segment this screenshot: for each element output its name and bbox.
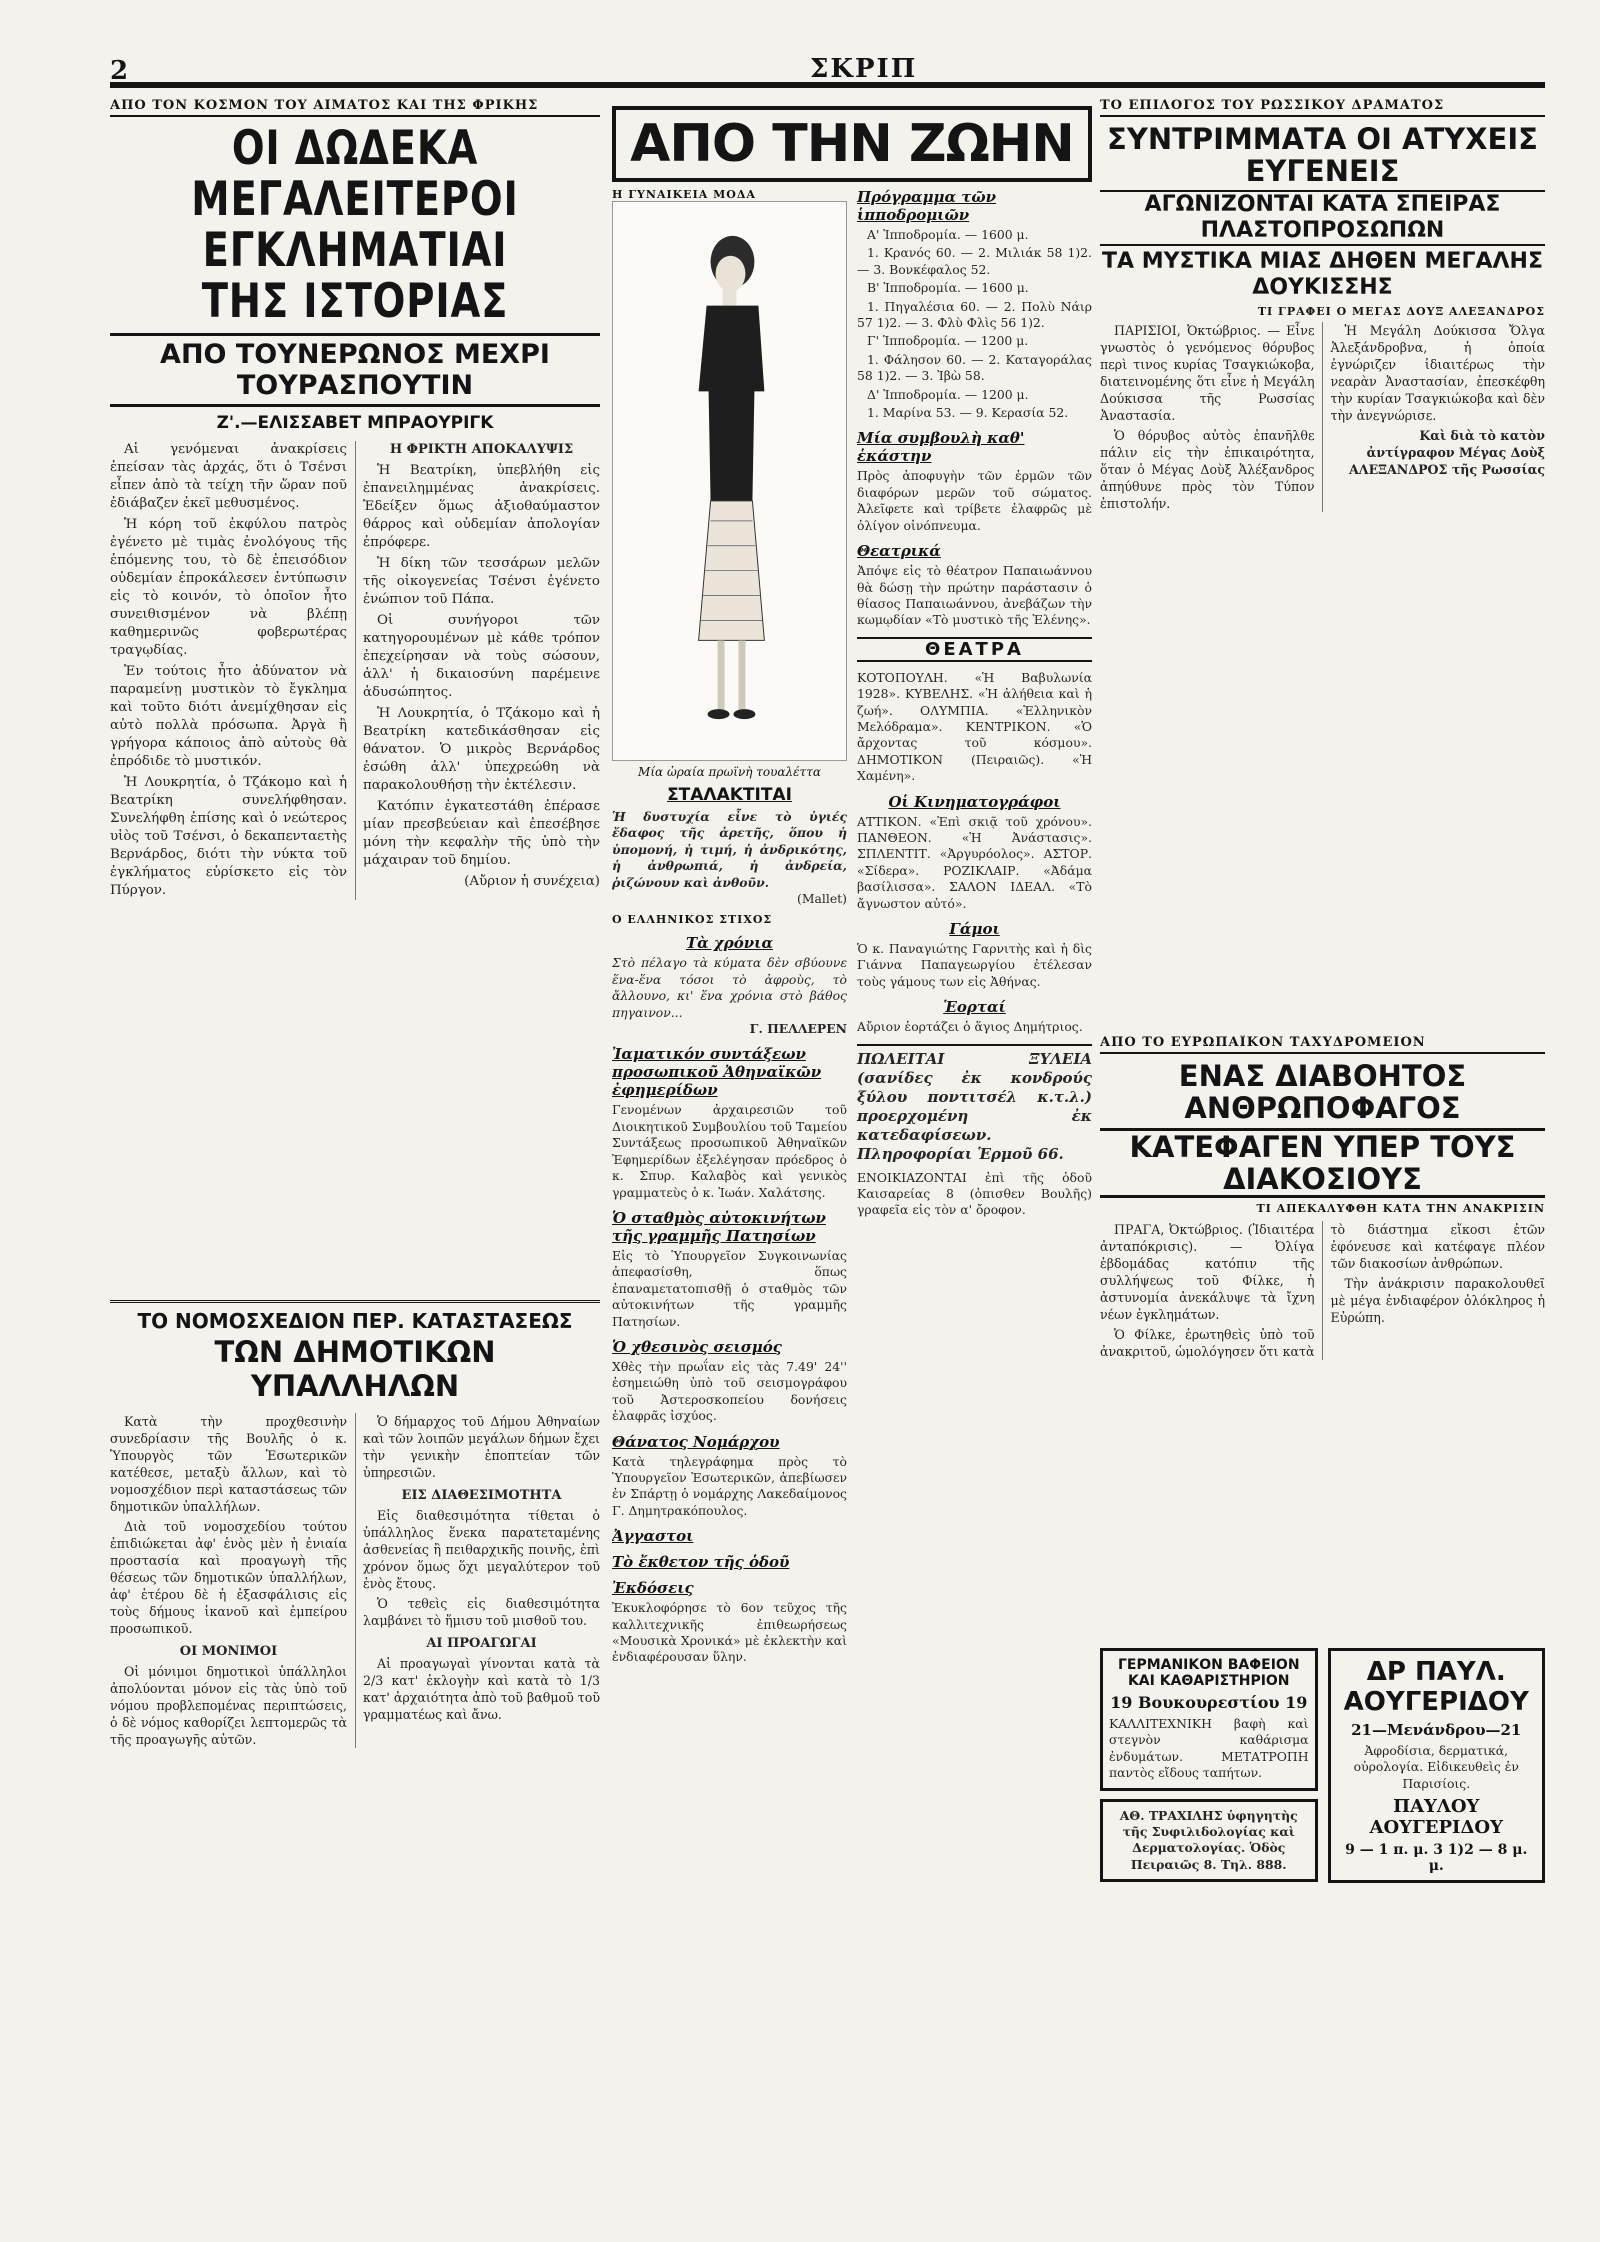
ads-left [1100,1640,1318,1883]
right-kicker: ΤΟ ΕΠΙΛΟΓΟΣ ΤΟΥ ΡΩΣΣΙΚΟΥ ΔΡΑΜΑΤΟΣ [1100,98,1545,117]
left-para: Κατόπιν ἐγκατεστάθη ἐπέρασε μίαν πρεσβεύειαν καὶ ἐπεσέβησε μόνη τὴν κεφαλὴν τῆς ὑπὸ τὴν μάχαιραν τοῦ δημίου. [363,799,600,868]
weddings-text: Ὁ κ. Παναγιώτης Γαρνιτὴς καὶ ἡ δὶς Γιάννα Παπαγεωργίου ἐτέλεσαν τοὺς γάμους των εἰς Ἀθήνας. [857,941,1092,989]
death-heading: Θάνατος Νομάρχου [612,1432,780,1451]
quote-author: (Mallet) [797,891,847,907]
right-article [1100,98,1545,1028]
left-para: Οἱ συνήγοροι τῶν κατηγορουμένων μὲ κάθε τρόπον ἐπεχείρησαν νὰ τοὺς σώσουν, ἀλλ' ἡ δικαιοσύνη παρέμεινε ἀδυσώπητος. [363,613,600,700]
pension-heading: Ἰαματικόν συντάξεων προσωπικοῦ Ἀθηναϊκῶν ἐφημερίδων [612,1045,822,1100]
cinema-list: ΑΤΤΙΚΟΝ. «Ἐπὶ σκιᾷ τοῦ χρόνου». ΠΑΝΘΕΟΝ. «Ἡ Ἀνάστασις». ΣΠΛΕΝΤΙΤ. «Ἀργυρόολος». ΑΣΤΟΡ. «Σίδερα». ΡΟΖΙΚΛΑΙΡ. «Ἀδάμα βασίλισσα». ΣΑΛΟΝ ΙΔΕΑΛ. «Τὸ ἄγνωστον αὐτό». [857,813,1092,911]
center-left [612,188,847,1666]
left-subheading: Η ΦΡΙΚΤΗ ΑΠΟΚΑΛΥΨΙΣ [389,442,574,457]
left-para: Ἡ Λουκρητία, ὁ Τζάκομο καὶ ἡ Βεατρίκη κατεδικάσθησαν εἰς θάνατον. Ὁ μικρὸς Βερνάρδος ἐσώθη ἀλλ' ὑπεχρεώθη νὰ παρακολουθήσῃ τὴν ἐκτέλεσιν. [363,706,600,793]
right-headline-1: ΣΥΝΤΡΙΜΜΑΤΑ ΟΙ ΑΤΥΧΕΙΣ ΕΥΓΕΝΕΙΣ [1107,122,1538,188]
cannibal-para: ΠΡΑΓΑ, Ὀκτώβριος. (Ἰδιαιτέρα ἀνταπόκρισις). — Ὀλίγα ἐβδομάδας κατόπιν τῆς συλλήψεως τοῦ Φίλκε, ἡ ἀστυνομία ἀνεκάλυψε τὰ ἴχνη νέων ἐγκλημάτων. [1100,1222,1315,1322]
masthead [110,54,1545,88]
advice-text: Πρὸς ἀποφυγὴν τῶν ἐρμῶν τῶν διαφόρων μερῶν τοῦ σώματος. Ἀλεῖφετε καὶ τρίβετε ἐλαφρῶς μὲ ὀλίγον οἰνόπνευμα. [857,468,1092,533]
left-para: Αἱ γενόμεναι ἀνακρίσεις ἐπείσαν τὰς ἀρχάς, ὅτι ὁ Τσένσι εἶπεν ἀπὸ τὰ τείχη τῆν ὥραν ποῦ ἐδιάβαζεν ἐκεῖ μεθυσμένος. [110,442,347,511]
cinema-heading: Οἱ Κινηματογράφοι [888,792,1061,811]
pension-text: Γενομένων ἀρχαιρεσιῶν τοῦ Διοικητικοῦ Συμβουλίου τοῦ Ταμείου Συντάξεως προσωπικοῦ Ἀθηναϊκῶν Ἐφημερίδων ἐξελέγησαν πρόεδρος ὁ κ. Σπυρ. Καλαβὸς καὶ γενικὸς γραμματεὺς ὁ κ. Ἰωάν. Χαλάτσης. [612,1102,847,1200]
cannibal-para: Τὴν ἀνάκρισιν παρακολουθεῖ μὲ μέγα ἐνδιαφέρον ὁλόκληρος ἡ Εὐρώπη. [1330,1276,1545,1325]
right-para: Ὁ θόρυβος αὐτὸς ἐπανῆλθε πάλιν εἰς τὴν ἐπικαιρότητα, ὅταν ὁ Μέγας Δοὺξ Ἀλέξανδρος ἀπηύθυνε πρὸς τὸν Τύπον ἐπιστολήν. [1100,428,1315,511]
advertisements [1100,1640,1545,2195]
foundling-heading: Τὸ ἔκθετον τῆς ὁδοῦ [612,1553,790,1572]
divider [110,1300,600,1303]
right-headline-2: ΑΓΩΝΙΖΟΝΤΑΙ ΚΑΤΑ ΣΠΕΙΡΑΣ ΠΛΑΣΤΟΠΡΟΣΩΠΩΝ [1100,190,1545,246]
doctor-ad-hours: 9 — 1 π. μ. 3 1)2 — 8 μ. μ. [1345,1842,1528,1875]
doctor-ad-title: ΔΡ ΠΑΥΛ. ΑΟΥΓΕΡΙΔΟΥ [1343,1657,1529,1717]
station-heading: Ὁ σταθμὸς αὐτοκινήτων τῆς γραμμῆς Πατησίων [612,1208,826,1245]
race-line: 1. Πηγαλέσια 60. — 2. Πολὺ Νάιρ 57 1)2. — 3. Φλὺ Φλὶς 56 1)2. [857,298,1092,331]
doctor-trachilis-ad [1100,1799,1318,1883]
cannibal-kicker: ΑΠΟ ΤΟ ΕΥΡΩΠΑΪΚΟΝ ΤΑΧΥΔΡΟΜΕΙΟΝ [1100,1035,1545,1054]
race-line: Β' Ἱπποδρομία. — 1600 μ. [867,280,1029,296]
poetry-label: Ο ΕΛΛΗΝΙΚΟΣ ΣΤΙΧΟΣ [612,913,773,927]
race-line: 1. Μαρίνα 53. — 9. Κερασία 52. [867,405,1069,421]
center-section [612,98,1092,2193]
cannibal-headline-2: ΚΑΤΕΦΑΓΕΝ ΥΠΕΡ ΤΟΥΣ ΔΙΑΚΟΣΙΟΥΣ [1100,1128,1545,1198]
bill-article [110,1290,600,2190]
bill-para: Ὁ τεθεὶς εἰς διαθεσιμότητα λαμβάνει τὸ ἥμισυ τοῦ μισθοῦ του. [363,1596,600,1628]
page-number: 2 [110,56,129,86]
newspaper-title: ΣΚΡΙΠ [810,54,918,84]
bill-subheading: ΕΙΣ ΔΙΑΘΕΣΙΜΟΤΗΤΑ [401,1488,562,1503]
advice-heading: Μία συμβουλὴ καθ' ἑκάστην [857,429,1025,466]
theatre-news-heading: Θεατρικά [857,542,941,561]
right-signature: Καὶ διὰ τὸ κατὸν ἀντίγραφον Μέγας Δοὺξ ΑΛΕΞΑΝΔΡΟΣ τῆς Ρωσσίας [1349,428,1545,477]
ads-right [1328,1640,1546,1883]
bill-title-2: ΤΩΝ ΔΗΜΟΤΙΚΩΝ ΥΠΑΛΛΗΛΩΝ [214,1335,496,1403]
editions-text: Ἐκυκλοφόρησε τὸ 6ον τεῦχος τῆς καλλιτεχνικῆς ἐπιθεωρήσεως «Μουσικὰ Χρονικά» μὲ ἐκλεκτὴν καὶ ἐνδιαφέρουσαν ὕλην. [612,1600,847,1665]
quake-heading: Ὁ χθεσινὸς σεισμός [612,1337,782,1356]
dye-shop-ad [1100,1648,1318,1791]
doctor-ad-name: ΠΑΥΛΟΥ ΑΟΥΓΕΡΙΔΟΥ [1369,1796,1503,1839]
quote-text: Ἡ δυστυχία εἶνε τὸ ὑγιές ἔδαφος τῆς ἀρετῆς, ὅπου ἡ ὑπομονή, ἡ τιμή, ἡ ἀνδρικότης, ἡ ἀνθρωπιά, ἡ ἀνδρεία, ῥιζώνουν καὶ ἀνθοῦν. [612,809,847,890]
ads-row [1100,1640,1545,1883]
race-line: Γ' Ἱπποδρομία. — 1200 μ. [867,333,1029,349]
cannibal-headline-1: ΕΝΑΣ ΔΙΑΒΟΗΤΟΣ ΑΝΘΡΩΠΟΦΑΓΟΣ [1178,1059,1467,1125]
fashion-figure-image [613,202,846,760]
center-banner: ΑΠΟ ΤΗΝ ΖΩΗΝ [612,106,1092,182]
feasts-text: Αὔριον ἑορτάζει ὁ ἅγιος Δημήτριος. [857,1019,1083,1035]
missing-heading: Ἀγγαστοι [612,1527,694,1546]
left-para: Ἡ Βεατρίκη, ὑπεβλήθη εἰς ἐπανειλημμένας ἀνακρίσεις. Ἐδείξεν ὅμως ἀξιοθαύμαστον θάρρος καὶ οὐδεμίαν ἀπολογίαν ἐπρόφερε. [363,463,600,550]
theatres-heading: ΘΕΑΤΡΑ [857,637,1092,662]
bill-para: Οἱ μόνιμοι δημοτικοὶ ὑπάλληλοι ἀπολύονται μόνον εἰς τὰς ὑπὸ τοῦ νόμου προβλεπομένας περιπτώσεις, ὁ δὲ νόμος καθορίζει λεπτομερῶς τὰ τῆς προαγωγῆς αὐτῶν. [110,1664,347,1747]
fashion-illustration [612,201,847,761]
bill-para: Διὰ τοῦ νομοσχεδίου τούτου ἐπιδιώκεται ἀφ' ἑνὸς μὲν ἡ ἐνιαία προστασία καὶ προαγωγὴ τῆς θέσεως τῶν δημοτικῶν ὑπαλλήλων, ἀφ' ἑτέρου δὲ ἡ ἐξασφάλισις εἰς τοὺς δήμους ἱκανοῦ καὶ ἐμπείρου προσωπικοῦ. [110,1519,347,1636]
bill-para: Ὁ δήμαρχος τοῦ Δήμου Ἀθηναίων καὶ τῶν λοιπῶν μεγάλων δήμων ἔχει τὴν γενικὴν ἐποπτείαν τῶν ὑπηρεσιῶν. [363,1414,600,1480]
theatre-news-text: Ἀπόψε εἰς τὸ θέατρον Παπαιωάννου θὰ δώσῃ τὴν πρώτην παράστασιν ὁ θίασος Παπαιωάννου, ἀνεβάζων τὴν κωμῳδίαν «Τὸ μυστικὸ τῆς Ἑλένης». [857,563,1092,628]
bill-subheading: ΑΙ ΠΡΟΑΓΩΓΑΙ [426,1636,537,1651]
bill-para: Εἰς διαθεσιμότητα τίθεται ὁ ὑπάλληλος ἕνεκα παρατεταμένης ἀσθενείας ἢ πειθαρχικῆς ποινῆς, ἐπὶ χρόνον ὅμως ὅχι μεγαλύτερον τοῦ ἑνὸς ἔτους. [363,1508,600,1591]
left-kicker: ΑΠΟ ΤΟΝ ΚΟΣΜΟΝ ΤΟΥ ΑΙΜΑΤΟΣ ΚΑΙ ΤΗΣ ΦΡΙΚΗΣ [110,98,600,117]
doctor-ad-text: Ἀφροδίσια, δερματικά, οὐρολογία. Εἰδικευθεὶς ἐν Παρισίοις. [1353,1743,1519,1791]
dye-shop-address: 19 Βουκουρεστίου 19 [1110,1693,1308,1712]
rent-notice: ΕΝΟΙΚΙΑΖΟΝΤΑΙ ἐπὶ τῆς ὁδοῦ Καισαρείας 8 (ὀπισθεν Βουλῆς) γραφεῖα εἰς τὸν α' ὄροφον. [857,1169,1092,1218]
race-line: 1. Φάλησον 60. — 2. Καταγοράλας 58 1)2. — 3. Ἰβὼ 58. [857,351,1092,384]
poem-text: Στὸ πέλαγο τὰ κύματα δὲν σβύουνε ἕνα-ἕνα τόσοι τὸ ἀφροὺς, τὸ ἄλλουνο, κι' ἕνα χρόνια στὸ βάθος πηγαινον... [612,955,847,1020]
left-body [110,441,600,900]
left-headline: ΟΙ ΔΩΔΕΚΑ ΜΕΓΑΛΕΙΤΕΡΟΙ ΕΓΚΛΗΜΑΤΙΑΙ ΤΗΣ ΙΣΤΟΡΙΑΣ [191,121,519,329]
left-para: Ἐν τούτοις ἦτο ἀδύνατον νὰ παραμείνῃ μυστικὸν τὸ ἔγκλημα καὶ τοῦτο διότι ἀνεμίχθησαν εἰς αὐτὸ πολλὰ πρόσωπα. Ἀργὰ ἢ γρήγορα κάποιος ἀπὸ αὐτοὺς θὰ ἐπρόδιδε τὸ μυστικόν. [110,664,347,769]
bill-subheading: ΟΙ ΜΟΝΙΜΟΙ [179,1644,278,1659]
feasts-heading: Ἑορταί [943,998,1006,1017]
left-article [110,98,600,1283]
center-right [857,188,1092,1666]
left-para: Ἡ δίκη τῶν τεσσάρων μελῶν τῆς οἰκογενείας Τσένσι ἐγένετο ἐνώπιον τοῦ Πάπα. [363,556,600,607]
quake-text: Χθὲς τὴν πρωΐαν εἰς τὰς 7.49' 24'' ἐσημειώθη ὑπὸ τοῦ σεισμογράφου τοῦ Ἀστεροσκοπείου δονήσεις ἐλαφρᾶς ἰσχύος. [612,1358,847,1424]
cannibal-subhead: ΤΙ ΑΠΕΚΑΛΥΦΘΗ ΚΑΤΑ ΤΗΝ ΑΝΑΚΡΙΣΙΝ [1256,1202,1545,1215]
races-list [857,227,1092,421]
bill-title-1: ΤΟ ΝΟΜΟΣΧΕΔΙΟΝ ΠΕΡ. ΚΑΤΑΣΤΑΣΕΩΣ [137,1309,573,1333]
doctor-ad-address: 21—Μενάνδρου—21 [1351,1721,1522,1739]
timber-notice: ΠΩΛΕΙΤΑΙ ΞΥΛΕΙΑ (σανίδες ἐκ κονδρούς ξύλου ποντιτσέλ κ.τ.λ.) προερχομένη ἐκ κατεδαφίσεων. Πληροφορίαι Ἑρμοῦ 66. [857,1044,1092,1164]
doctor-augeridou-ad [1328,1648,1546,1883]
dye-shop-title: ΓΕΡΜΑΝΙΚΟΝ ΒΑΦΕΙΟΝ ΚΑΙ ΚΑΘΑΡΙΣΤΗΡΙΟΝ [1117,1657,1300,1689]
editions-heading: Ἐκδόσεις [612,1579,694,1598]
race-line: Α' Ἱπποδρομία. — 1600 μ. [867,227,1029,242]
fashion-figure-caption: Μία ὡραία πρωϊνὴ τουαλέττα [638,765,821,779]
left-para: Ἡ Λουκρητία, ὁ Τζάκομο καὶ ἡ Βεατρίκη συνελήφθησαν. Συνελήφθη ἐπίσης καὶ ὁ νεώτερος υἱὸς τοῦ Τσένσι, ὁ δεκαπενταετὴς Βερνάρδος, διότι τὴν νύκτα τοῦ ἐγκλήματος εὑρίσκετο εἰς τὸν Πύργον. [110,775,347,898]
right-para: Ἡ Μεγάλη Δούκισσα Ὄλγα Ἀλεξάνδροβνα, ἡ ὁποία ἐγνώριζεν ἰδιαιτέρως τὴν νεαρὰν Ἀναστασίαν, ἐπεσκέφθη τὴν κυρίαν Τσαγκιώκοβα καὶ δὲν τὴν ἀνεγνώρισε. [1330,323,1545,423]
left-part-title: Ζ'.—ΕΛΙΣΣΑΒΕΤ ΜΠΡΑΟΥΡΙΓΚ [216,413,494,433]
race-line: 1. Κρανός 60. — 2. Μιλιάκ 58 1)2. — 3. Βονκέφαλος 52. [857,245,1092,277]
left-para: Ἡ κόρη τοῦ ἐκφύλου πατρὸς ἐγένετο μὲ τιμὰς ἐνολόγους τῆς ἐπόμενης του, τὸ δὲ ἐπεισόδιον οὐδεμίαν ἐπροκάλεσεν ἐντύπωσιν εἰς τὸ κοινόν, τὸ ὁποῖον ἦτο συνειθισμένον νὰ βλέπῃ καθημερινῶς φοβερωτέρας τραγῳδίας. [110,517,347,658]
cannibal-article [1100,1035,1545,1635]
race-line: Δ' Ἱπποδρομία. — 1200 μ. [867,386,1029,402]
races-heading: Πρόγραμμα τῶν ἱπποδρομιῶν [857,188,997,224]
bill-para: Αἱ προαγωγαὶ γίνονται κατὰ τὰ 2/3 κατ' ἐκλογὴν καὶ κατὰ τὸ 1/3 κατ' ἀρχαιότητα ἀπὸ τοῦ βαθμοῦ τοῦ γραμματέως καὶ ἄνω. [363,1656,600,1722]
poet-name: Γ. ΠΕΛΛΕΡΕΝ [749,1021,847,1037]
death-text: Κατὰ τηλεγράφημα πρὸς τὸ Ὑπουργεῖον Ἐσωτερικῶν, ἀπεβίωσεν ἐν Σπάρτῃ ὁ νομάρχης Λακεδαίμονος Γ. Δημητρακόπουλος. [612,1453,847,1518]
center-columns [612,188,1092,1666]
left-continuation: (Αὔριον ἡ συνέχεια) [464,874,600,889]
bill-para: Κατὰ τὴν προχθεσινὴν συνεδρίασιν τῆς Βουλῆς ὁ κ. Ὑπουργὸς τῶν Ἐσωτερικῶν κατέθεσε, μεταξὺ ἄλλων, καὶ τὸ νομοσχέδιον περὶ καταστάσεως τῶν δημοτικῶν ὑπαλλήλων. [110,1414,347,1514]
right-headline-3: ΤΑ ΜΥΣΤΙΚΑ ΜΙΑΣ ΔΗΘΕΝ ΜΕΓΑΛΗΣ ΔΟΥΚΙΣΣΗΣ [1102,249,1543,300]
doctor-trachilis-text: ΑΘ. ΤΡΑΧΙΛΗΣ ὑφηγητὴς τῆς Συφιλιδολογίας καὶ Δερματολογίας. Ὁδὸς Πειραιῶς 8. Τηλ. 888. [1119,1807,1298,1872]
cannibal-body [1100,1221,1545,1360]
right-para: ΠΑΡΙΣΙΟΙ, Ὀκτώβριος. — Εἶνε γνωστὸς ὁ γενόμενος θόρυβος περὶ τινος κυρίας Τσαγκιώκοβα, διατεινομένης ὅτι εἶνε ἡ Μεγάλη Δούκισσα τῆς Ρωσσίας Ἀναστασία. [1100,323,1315,423]
left-subhead: ΑΠΟ ΤΟΥΝΕΡΩΝΟΣ ΜΕΧΡΙ ΤΟΥΡΑΣΠΟΥΤΙΝ [110,333,600,407]
theatres-list: ΚΟΤΟΠΟΥΛΗ. «Ἡ Βαβυλωνία 1928». ΚΥΒΕΛΗΣ. «Ἡ ἀλήθεια καὶ ἡ ζωή». ΟΛΥΜΠΙΑ. «Ἑλληνικὸν Μελόδραμα». ΚΕΝΤΡΙΚΟΝ. «Ὁ ἄρχοντας τοῦ κόσμου». ΔΗΜΟΤΙΚΟΝ (Πειραιῶς). «Ἡ Χαμένη». [857,669,1092,784]
right-byline: ΤΙ ΓΡΑΦΕΙ Ο ΜΕΓΑΣ ΔΟΥΞ ΑΛΕΞΑΝΔΡΟΣ [1257,305,1545,318]
cannibal-para: Ὁ Φίλκε, ἐρωτηθεὶς ὑπὸ τοῦ ἀνακριτοῦ, ὡμολόγησεν ὅτι κατὰ τὸ διάστημα εἴκοσι ἐτῶν ἐφόνευσε καὶ κατέφαγε πλέον τῶν διακοσίων ἀνθρώπων. [1100,1222,1545,1359]
fashion-caption: Η ΓΥΝΑΙΚΕΙΑ ΜΟΔΑ [612,188,756,201]
bill-body [110,1413,600,1748]
stalaktitai-heading: ΣΤΑΛΑΚΤΙΤΑΙ [667,785,792,805]
weddings-heading: Γάμοι [949,920,1000,938]
right-body [1100,322,1545,512]
station-text: Εἰς τὸ Ὑπουργεῖον Συγκοινωνίας ἀπεφασίσθη, ὅπως ἐπαναμετατοπισθῇ ὁ σταθμὸς τῶν αὐτοκινήτων τῆς γραμμῆς Πατησίων. [612,1247,847,1329]
poem-title: Τὰ χρόνια [686,934,773,953]
dye-shop-text: ΚΑΛΛΙΤΕΧΝΙΚΗ βαφὴ καὶ στεγνὸν καθάρισμα ἐνδυμάτων. ΜΕΤΑΤΡΟΠΗ παντὸς εἴδους ταπήτων. [1109,1716,1309,1781]
